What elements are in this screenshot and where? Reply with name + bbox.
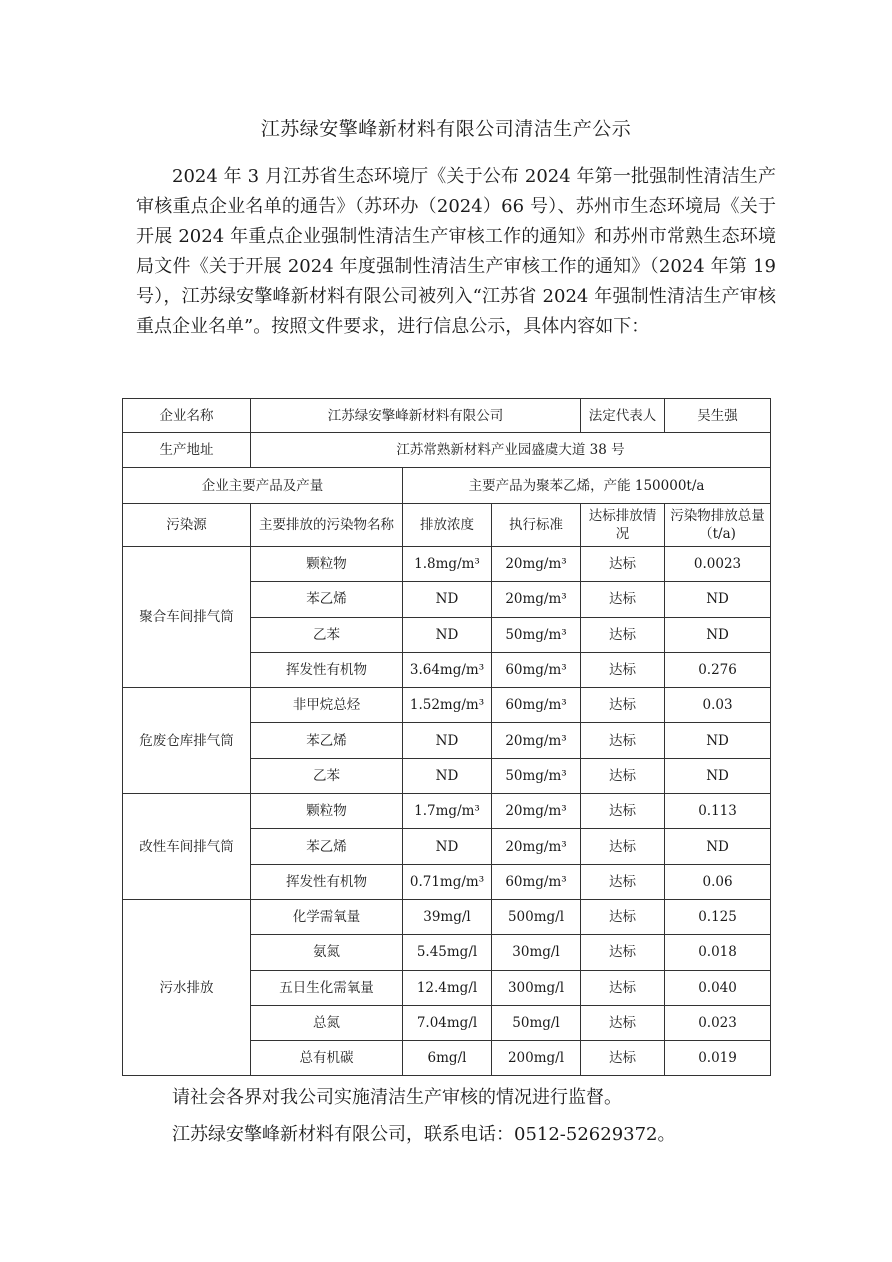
concentration-cell: 12.4mg/l	[403, 970, 492, 1005]
pollutant-cell: 苯乙烯	[251, 582, 403, 617]
total-cell: 0.023	[665, 1005, 771, 1040]
concentration-cell: ND	[403, 758, 492, 793]
pollutant-cell: 颗粒物	[251, 794, 403, 829]
total-cell: ND	[665, 582, 771, 617]
header-concentration: 排放浓度	[403, 504, 492, 547]
total-cell: 0.125	[665, 899, 771, 934]
compliance-cell: 达标	[581, 582, 665, 617]
concentration-cell: 1.52mg/m³	[403, 688, 492, 723]
pollutant-cell: 乙苯	[251, 617, 403, 652]
total-cell: 0.06	[665, 864, 771, 899]
compliance-cell: 达标	[581, 864, 665, 899]
pollutant-cell: 苯乙烯	[251, 829, 403, 864]
standard-cell: 500mg/l	[492, 899, 581, 934]
footer-line-1: 请社会各界对我公司实施清洁生产审核的情况进行监督。	[172, 1087, 622, 1108]
header-pollutant: 主要排放的污染物名称	[251, 504, 403, 547]
products-row	[123, 468, 771, 504]
total-cell: ND	[665, 758, 771, 793]
total-cell: 0.040	[665, 970, 771, 1005]
pollutant-cell: 氨氮	[251, 935, 403, 970]
table-row	[123, 688, 771, 723]
standard-cell: 300mg/l	[492, 970, 581, 1005]
pollutant-cell: 五日生化需氧量	[251, 970, 403, 1005]
standard-cell: 20mg/m³	[492, 829, 581, 864]
standard-cell: 30mg/l	[492, 935, 581, 970]
pollutant-cell: 苯乙烯	[251, 723, 403, 758]
table-row	[123, 547, 771, 582]
header-row	[123, 504, 771, 547]
concentration-cell: 5.45mg/l	[403, 935, 492, 970]
concentration-cell: 1.8mg/m³	[403, 547, 492, 582]
header-source: 污染源	[123, 504, 251, 547]
total-cell: 0.0023	[665, 547, 771, 582]
total-cell: 0.276	[665, 652, 771, 687]
legal-rep-label: 法定代表人	[581, 399, 665, 433]
standard-cell: 50mg/l	[492, 1005, 581, 1040]
pollutant-cell: 挥发性有机物	[251, 652, 403, 687]
compliance-cell: 达标	[581, 899, 665, 934]
concentration-cell: ND	[403, 617, 492, 652]
company-name-label: 企业名称	[123, 399, 251, 433]
standard-cell: 20mg/m³	[492, 582, 581, 617]
concentration-cell: ND	[403, 829, 492, 864]
pollution-source-cell: 改性车间排气筒	[123, 794, 251, 900]
disclosure-table	[122, 398, 771, 1076]
pollution-source-cell: 聚合车间排气筒	[123, 547, 251, 688]
standard-cell: 20mg/m³	[492, 723, 581, 758]
compliance-cell: 达标	[581, 1005, 665, 1040]
address-row	[123, 433, 771, 468]
total-cell: 0.019	[665, 1041, 771, 1076]
compliance-cell: 达标	[581, 617, 665, 652]
standard-cell: 20mg/m³	[492, 547, 581, 582]
header-standard: 执行标准	[492, 504, 581, 547]
pollutant-cell: 非甲烷总烃	[251, 688, 403, 723]
compliance-cell: 达标	[581, 970, 665, 1005]
concentration-cell: ND	[403, 582, 492, 617]
concentration-cell: ND	[403, 723, 492, 758]
compliance-cell: 达标	[581, 652, 665, 687]
table-row	[123, 794, 771, 829]
address-label: 生产地址	[123, 433, 251, 468]
legal-rep: 吴生强	[665, 399, 771, 433]
standard-cell: 60mg/m³	[492, 864, 581, 899]
products-label: 企业主要产品及产量	[123, 468, 403, 504]
table-row	[123, 899, 771, 934]
total-cell: 0.03	[665, 688, 771, 723]
pollutant-cell: 总有机碳	[251, 1041, 403, 1076]
total-cell: 0.018	[665, 935, 771, 970]
compliance-cell: 达标	[581, 723, 665, 758]
compliance-cell: 达标	[581, 1041, 665, 1076]
concentration-cell: 3.64mg/m³	[403, 652, 492, 687]
standard-cell: 60mg/m³	[492, 688, 581, 723]
standard-cell: 60mg/m³	[492, 652, 581, 687]
company-name: 江苏绿安擎峰新材料有限公司	[251, 399, 581, 433]
standard-cell: 20mg/m³	[492, 794, 581, 829]
compliance-cell: 达标	[581, 688, 665, 723]
compliance-cell: 达标	[581, 829, 665, 864]
compliance-cell: 达标	[581, 758, 665, 793]
standard-cell: 200mg/l	[492, 1041, 581, 1076]
total-cell: ND	[665, 617, 771, 652]
concentration-cell: 0.71mg/m³	[403, 864, 492, 899]
pollutant-cell: 乙苯	[251, 758, 403, 793]
pollutant-cell: 化学需氧量	[251, 899, 403, 934]
footer-line-2: 江苏绿安擎峰新材料有限公司，联系电话：0512-52629372。	[172, 1124, 676, 1145]
company-row	[123, 399, 771, 433]
total-cell: 0.113	[665, 794, 771, 829]
products: 主要产品为聚苯乙烯，产能 150000t/a	[403, 468, 771, 504]
compliance-cell: 达标	[581, 547, 665, 582]
concentration-cell: 7.04mg/l	[403, 1005, 492, 1040]
pollution-source-cell: 危废仓库排气筒	[123, 688, 251, 794]
document-title: 江苏绿安擎峰新材料有限公司清洁生产公示	[260, 118, 632, 140]
total-cell: ND	[665, 829, 771, 864]
intro-paragraph: 2024 年 3 月江苏省生态环境厅《关于公布 2024 年第一批强制性清洁生产审核重点企业名单的通告》（苏环办（2024）66 号）、苏州市生态环境局《关于开展 2024 年重点企业强制性清洁生产审核工作的通知》和苏州市常熟生态环境局文件《关于开展 2024 年度强制性清洁生产审核工作的通知》（2024 年第 19 号），江苏绿安擎峰新材料有限公司被列入“江苏省 2024 年强制性清洁生产审核重点企业名单”。按照文件要求，进行信息公示，具体内容如下：	[136, 166, 776, 337]
pollutant-cell: 总氮	[251, 1005, 403, 1040]
pollutant-cell: 挥发性有机物	[251, 864, 403, 899]
concentration-cell: 1.7mg/m³	[403, 794, 492, 829]
total-cell: ND	[665, 723, 771, 758]
standard-cell: 50mg/m³	[492, 758, 581, 793]
pollutant-cell: 颗粒物	[251, 547, 403, 582]
concentration-cell: 39mg/l	[403, 899, 492, 934]
concentration-cell: 6mg/l	[403, 1041, 492, 1076]
address: 江苏常熟新材料产业园盛虞大道 38 号	[251, 433, 771, 468]
pollution-source-cell: 污水排放	[123, 899, 251, 1075]
header-total: 污染物排放总量（t/a)	[665, 504, 771, 547]
header-compliance: 达标排放情况	[581, 504, 665, 547]
compliance-cell: 达标	[581, 794, 665, 829]
standard-cell: 50mg/m³	[492, 617, 581, 652]
compliance-cell: 达标	[581, 935, 665, 970]
